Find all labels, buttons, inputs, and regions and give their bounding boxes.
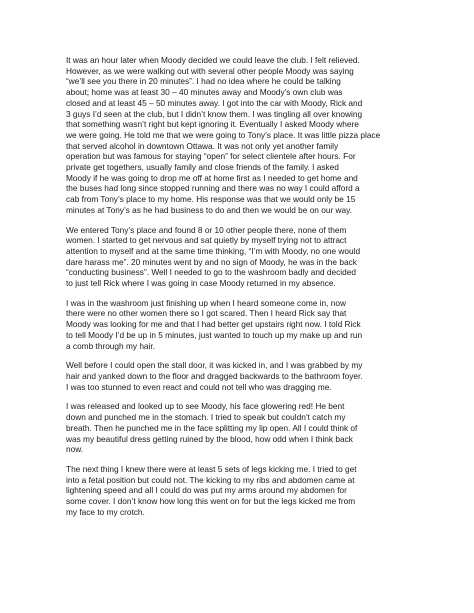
paragraph-1: It was an hour later when Moody decided we could leave the club. I felt relieved. However, as we were walking out with several other people Moody was saying “we’ll see you there in 20 minutes”. I had no idea where he could be talking about; home was at least 30 – 40 minutes away and Moody’s own club was closed and at least 45 – 50 minutes away. I got into the car with Moody, Rick and 3 guys I’d seen at the club, but I didn’t know them. I was tingling all over knowing that something wasn’t right but kept ignoring it. Eventually I asked Moody where we were going. He told me that we were going to Tony’s place. It was little pizza place that served alcohol in downtown Ottawa. It was not only yet another family operation but was famous for staying “open” for select clientele after hours. For private get togethers, usually family and close friends of the family. I asked Moody if he was going to drop me off at home first as I needed to get home and the buses had long since stopped running and there was no way I could afford a cab from Tony’s place to my home. His response was that we would only be 15 minutes at Tony’s as he had business to do and then we would be on our way.	[66, 55, 381, 215]
paragraph-4: Well before I could open the stall door, it was kicked in, and I was grabbed by my hair and yanked down to the floor and dragged backwards to the bathroom foyer. I was too stunned to even react and could not tell who was dragging me.	[66, 360, 363, 392]
paragraph-5: I was released and looked up to see Moody, his face glowering red! He bent down and punched me in the stomach. I tried to speak but couldn’t catch my breath. Then he punched me in the face splitting my lip open. All I could think of was my beautiful dress getting ruined by the blood, how odd when I think back now.	[66, 401, 358, 455]
document-body	[66, 55, 418, 526]
paragraph-2: We entered Tony’s place and found 8 or 10 other people there, none of them women. I started to get nervous and sat quietly by myself trying not to attract attention to myself and at the same time thinking, “I’m with Moody, no one would dare harass me”. 20 minutes went by and no sign of Moody, he was in the back “conducting business”. Well I needed to go to the washroom badly and decided to just tell Rick where I was going in case Moody returned in my absence.	[66, 224, 361, 289]
paragraph-6: The next thing I knew there were at least 5 sets of legs kicking me. I tried to get into a fetal position but could not. The kicking to my ribs and abdomen came at lightening speed and all I could do was put my arms around my abdomen for some cover. I don’t know how long this went on for but the legs kicked me from my face to my crotch.	[66, 463, 357, 517]
paragraph-3: I was in the washroom just finishing up when I heard someone come in, now there were no other women there so I got scared. Then I heard Rick say that Moody was looking for me and that I had better get upstairs right now. I told Rick to tell Moody I’d be up in 5 minutes, just wanted to touch up my make up and run a comb through my hair.	[66, 297, 363, 351]
